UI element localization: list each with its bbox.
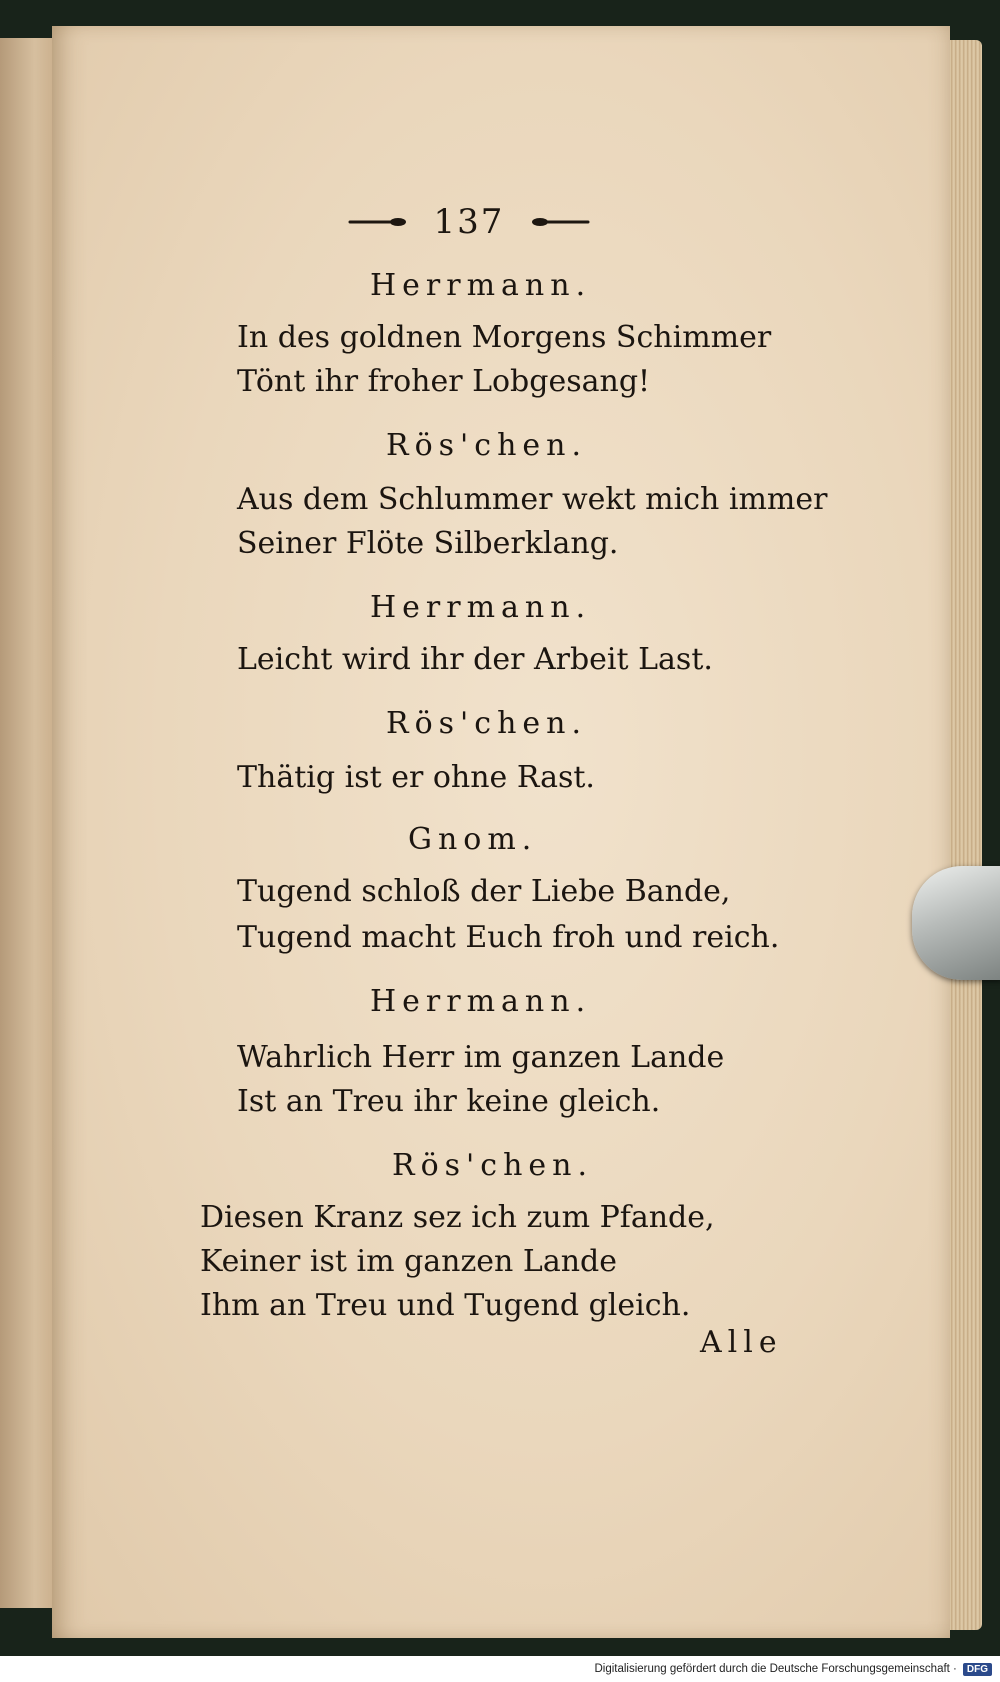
- dfg-logo-icon: DFG: [963, 1663, 992, 1676]
- verse-line: In des goldnen Morgens Schimmer: [237, 320, 772, 355]
- footer-credit: Digitalisierung gefördert durch die Deutsche Forschungsgemeinschaft ·: [594, 1663, 957, 1675]
- verse-line: Leicht wird ihr der Arbeit Last.: [237, 642, 713, 677]
- page-number: 137: [433, 202, 505, 242]
- verse-line: Seiner Flöte Silberklang.: [237, 526, 619, 561]
- catchword: Alle: [700, 1325, 783, 1360]
- speaker-heading: Herrmann.: [370, 984, 592, 1019]
- facing-page-edge: [0, 38, 58, 1608]
- right-ornament-icon: [526, 215, 590, 229]
- verse-line: Wahrlich Herr im ganzen Lande: [237, 1040, 725, 1075]
- speaker-heading: Rös'chen.: [386, 706, 588, 741]
- verse-line: Diesen Kranz sez ich zum Pfande,: [200, 1200, 715, 1235]
- speaker-heading: Rös'chen.: [392, 1148, 594, 1183]
- verse-line: Ihm an Treu und Tugend gleich.: [200, 1288, 691, 1323]
- verse-line: Thätig ist er ohne Rast.: [237, 760, 595, 795]
- verse-line: Tönt ihr froher Lobgesang!: [237, 364, 651, 399]
- page-clip: [912, 866, 1000, 980]
- verse-line: Tugend macht Euch froh und reich.: [237, 920, 780, 955]
- speaker-heading: Herrmann.: [370, 590, 592, 625]
- verse-line: Aus dem Schlummer wekt mich immer: [237, 482, 828, 517]
- digitization-footer: [0, 1656, 1000, 1682]
- speaker-heading: Herrmann.: [370, 268, 592, 303]
- verse-line: Ist an Treu ihr keine gleich.: [237, 1084, 661, 1119]
- speaker-heading: Gnom.: [408, 822, 538, 857]
- verse-line: Keiner ist im ganzen Lande: [200, 1244, 617, 1279]
- page-header: [324, 200, 614, 244]
- verse-line: Tugend schloß der Liebe Bande,: [237, 874, 731, 909]
- speaker-heading: Rös'chen.: [386, 428, 588, 463]
- left-ornament-icon: [348, 215, 412, 229]
